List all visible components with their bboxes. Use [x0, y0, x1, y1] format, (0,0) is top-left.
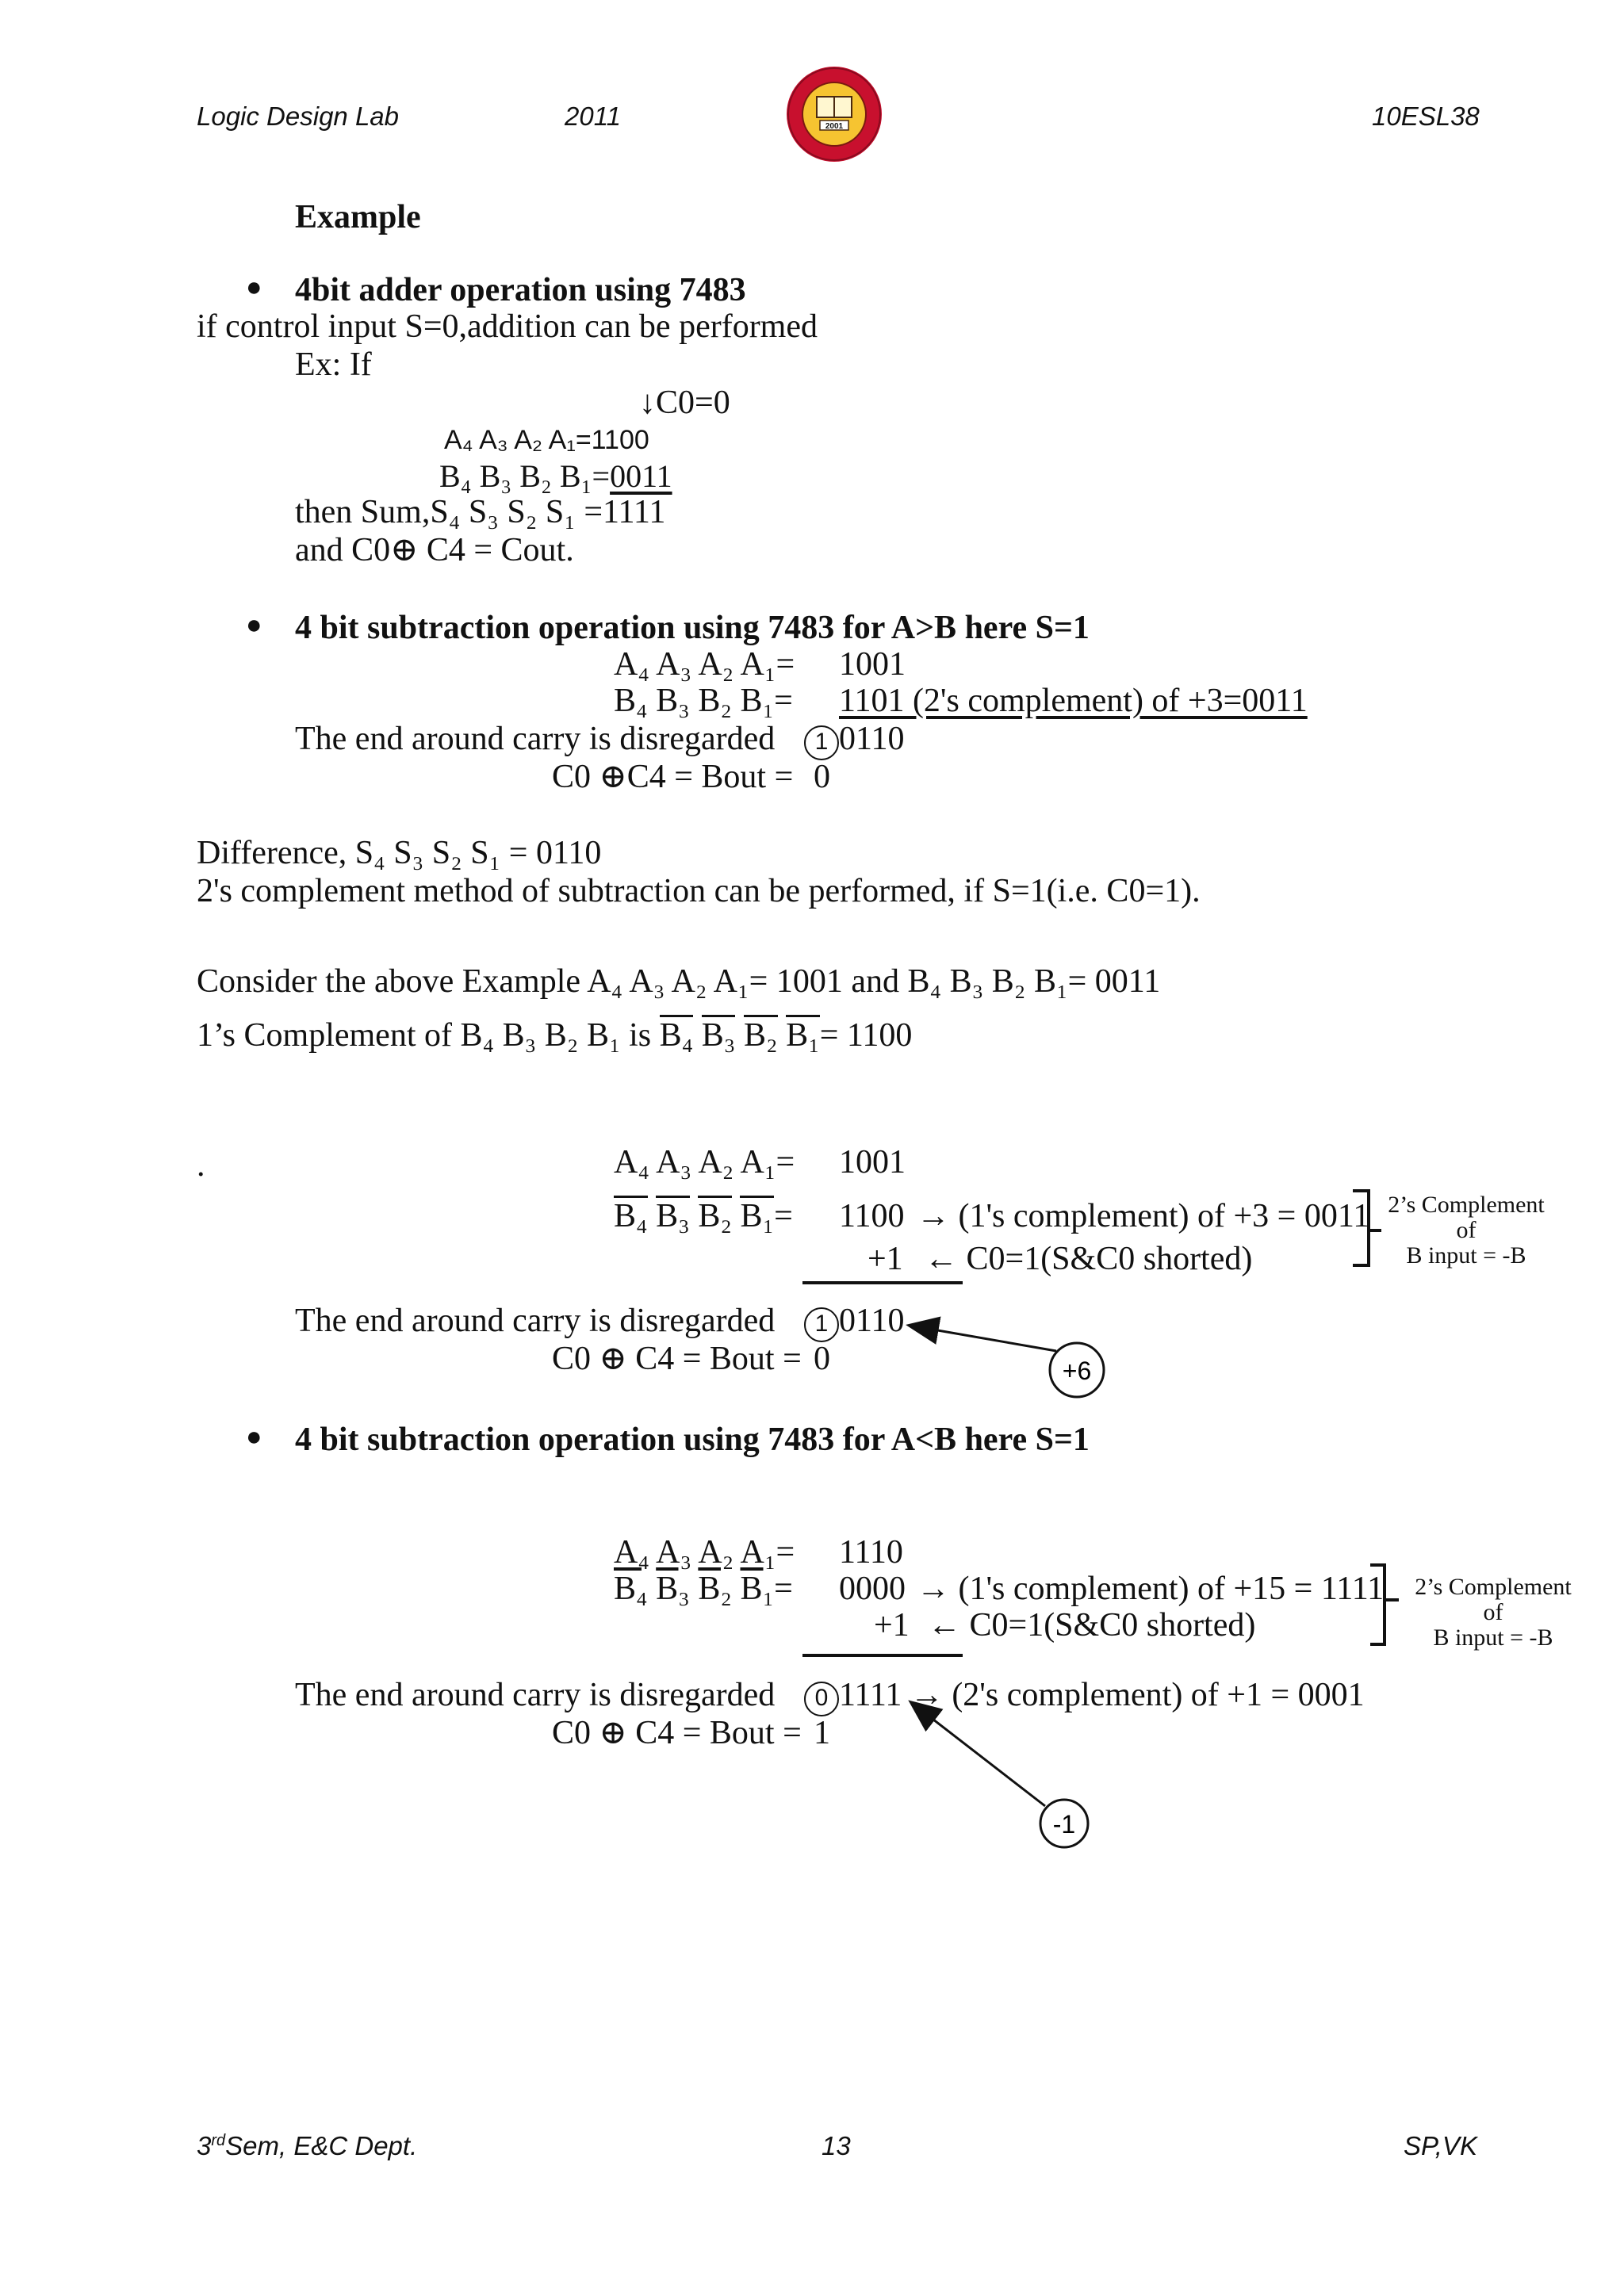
footer-left [197, 2131, 417, 2161]
sub2-plus-one: +1 [868, 1241, 903, 1277]
footer-sem-suffix: rd [211, 2132, 226, 2149]
b-bar: B₄ [614, 1196, 648, 1234]
a-term: A₁ [740, 1534, 776, 1571]
adder-title: 4bit adder operation using 7483 [295, 272, 746, 308]
bullet: ● [246, 273, 262, 302]
sub3-plus-one: +1 [874, 1607, 910, 1644]
sub1-a-label: A₄ A₃ A₂ A₁= [614, 646, 795, 683]
callout-plus-six: +6 [1062, 1357, 1092, 1385]
adder-b-value: 0011 [610, 458, 672, 494]
b-bar: B₃ [702, 1015, 736, 1054]
bullet: ● [246, 610, 262, 640]
brace-note-line: of [1483, 1599, 1503, 1625]
adder-line-2: Ex: If [295, 346, 372, 383]
consider-line-1: Consider the above Example A₄ A₃ A₂ A₁= 1001 and B₄ B₃ B₂ B₁= 0011 [197, 963, 1161, 1000]
bullet: ● [246, 1422, 262, 1452]
example-heading: Example [295, 199, 421, 235]
consider-prefix: 1’s Complement of B₄ B₃ B₂ B₁ is [197, 1017, 660, 1054]
b-term: B₄ [614, 1571, 648, 1607]
equals: = [774, 1198, 793, 1234]
sub1-a-value: 1001 [839, 646, 906, 683]
footer-sem-number: 3 [197, 2131, 212, 2160]
sub1-bout-value: 0 [814, 759, 830, 795]
sub2-b-value: 1100 [839, 1198, 905, 1234]
b-bar: B₄ [660, 1015, 694, 1054]
b-bar: B₃ [656, 1196, 690, 1234]
right-brace-icon [1370, 1565, 1399, 1644]
adder-cout: and C0⊕ C4 = Cout. [295, 532, 574, 568]
sub3-bout-value: 1 [814, 1715, 830, 1751]
sub3-a-value: 1110 [839, 1534, 903, 1571]
footer-page-number: 13 [822, 2131, 851, 2160]
logo-year: 2001 [825, 122, 844, 131]
adder-b-label: B₄ B₃ B₂ B₁= [439, 458, 611, 494]
sub3-carry-result: 1111 → (2's complement) of +1 = 0001 [839, 1677, 1365, 1713]
a-term: A₂ [698, 1534, 734, 1571]
a-term: A₄ [614, 1534, 649, 1571]
brace-note-line: B input = -B [1433, 1624, 1553, 1651]
adder-a-row: A₄ A₃ A₂ A₁=1100 [444, 425, 649, 455]
sub1-title: 4 bit subtraction operation using 7483 for A>B here S=1 [295, 610, 1090, 646]
footer-right: SP,VK [1404, 2131, 1477, 2160]
brace-note-line: B input = -B [1406, 1242, 1526, 1269]
sub3-b-value: 0000 [839, 1571, 906, 1607]
sub3-plus-one-note: ← C0=1(S&C0 shorted) [928, 1607, 1256, 1644]
header-year: 2011 [565, 101, 621, 131]
consider-suffix: = 1100 [819, 1017, 913, 1054]
sub2-bout-label: C0 ⊕ C4 = Bout = [552, 1341, 802, 1377]
method-line: 2's complement method of subtraction can be performed, if S=1(i.e. C0=1). [197, 873, 1201, 909]
header-right: 10ESL38 [1372, 101, 1480, 131]
sub2-a-label: A₄ A₃ A₂ A₁= [614, 1144, 795, 1181]
arrow-icon [912, 1703, 1045, 1806]
a-term: A₃ [656, 1534, 692, 1571]
b-term: B₁ [740, 1571, 775, 1607]
stray-dot: . [197, 1147, 205, 1184]
sub1-b-label: B₄ B₃ B₂ B₁= [614, 683, 793, 719]
arrow-icon [910, 1326, 1056, 1351]
callout-minus-one: -1 [1052, 1810, 1076, 1839]
header-left: Logic Design Lab [197, 101, 400, 131]
b-term: B₃ [656, 1571, 690, 1607]
sub2-plus-one-note: ← C0=1(S&C0 shorted) [925, 1241, 1253, 1277]
brace-note-line: 2’s Complement [1415, 1574, 1572, 1600]
sub1-carry-result: 0110 [839, 721, 905, 757]
sub1-bout-label: C0 ⊕C4 = Bout = [552, 759, 794, 795]
carry-circle: 0 [804, 1682, 839, 1716]
difference-line: Difference, S₄ S₃ S₂ S₁ = 0110 [197, 835, 602, 871]
sub2-bout-value: 0 [814, 1341, 830, 1377]
b-term: B₂ [698, 1571, 732, 1607]
b-bar: B₂ [744, 1015, 778, 1054]
footer-dept: Sem, E&C Dept. [225, 2131, 418, 2160]
right-brace-icon [1353, 1191, 1381, 1265]
carry-in-label: ↓C0=0 [639, 385, 730, 421]
sub3-bout-label: C0 ⊕ C4 = Bout = [552, 1715, 802, 1751]
sub2-carry-result: 0110 [839, 1303, 905, 1339]
brace-note-line: of [1456, 1217, 1477, 1243]
sub2-a-value: 1001 [839, 1144, 906, 1181]
sub1-carry-text: The end around carry is disregarded [295, 721, 776, 757]
sub3-title: 4 bit subtraction operation using 7483 for A<B here S=1 [295, 1422, 1090, 1458]
carry-circle: 1 [804, 1307, 839, 1342]
sub3-carry-text: The end around carry is disregarded [295, 1677, 776, 1713]
equals: = [774, 1571, 793, 1607]
adder-line-1: if control input S=0,addition can be performed [197, 308, 818, 345]
adder-sum: then Sum,S₄ S₃ S₂ S₁ =1111 [295, 494, 666, 530]
sub3-b-note: → (1's complement) of +15 = 1111 [917, 1571, 1385, 1607]
sub1-b-value: 1101 (2's complement) of +3=0011 [839, 683, 1308, 719]
equals: = [776, 1534, 795, 1571]
sub2-b-note: → (1's complement) of +3 = 0011 [917, 1198, 1370, 1234]
b-bar: B₁ [740, 1196, 774, 1234]
sub2-carry-text: The end around carry is disregarded [295, 1303, 776, 1339]
brace-note-line: 2’s Complement [1388, 1192, 1545, 1218]
carry-circle: 1 [804, 725, 839, 760]
b-bar: B₂ [698, 1196, 732, 1234]
b-bar: B₁ [786, 1015, 820, 1054]
